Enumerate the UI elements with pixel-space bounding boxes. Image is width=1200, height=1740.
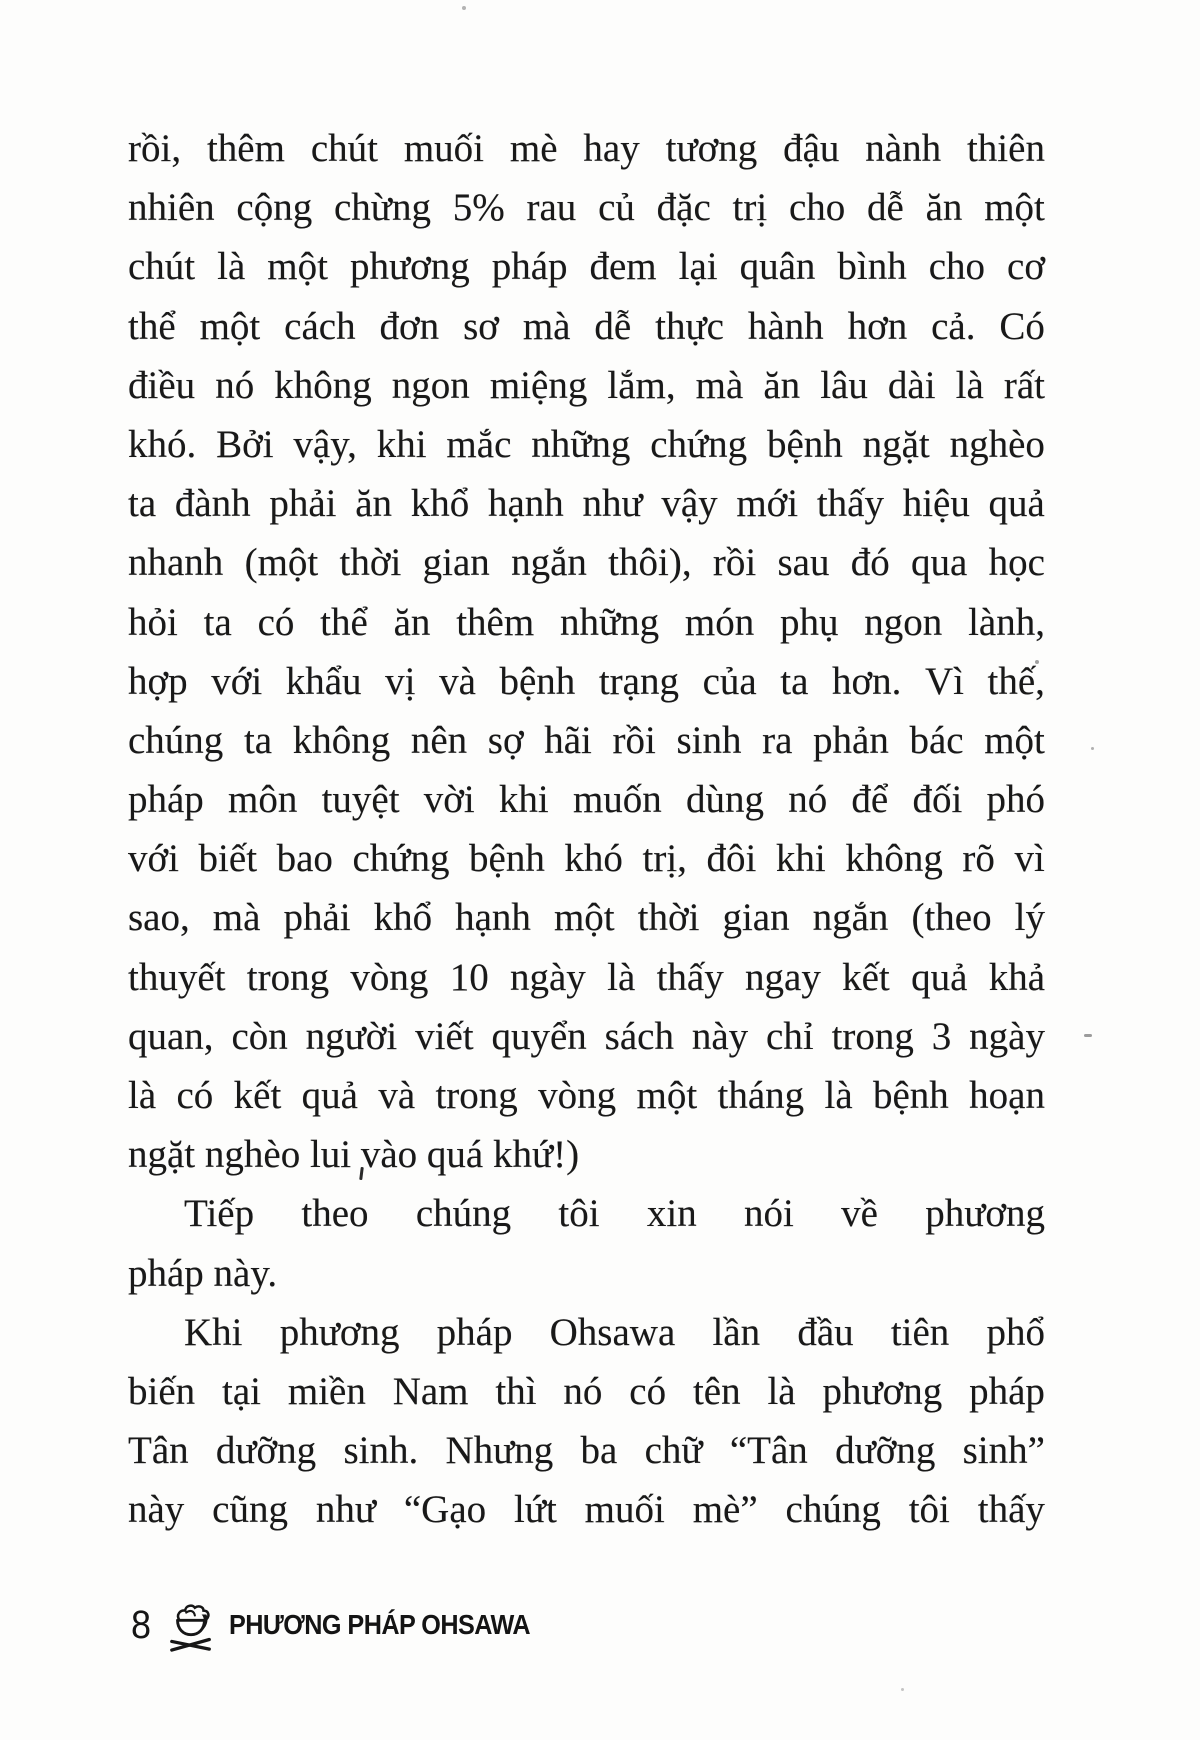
rice-bowl-icon bbox=[166, 1600, 216, 1654]
text-line: chút là một phương pháp đem lại quân bình cho cơ bbox=[128, 245, 1045, 289]
text-line: pháp môn tuyệt vời khi muốn dùng nó để đối phó bbox=[128, 778, 1045, 822]
scan-speck bbox=[1091, 747, 1094, 750]
text-line: pháp này. bbox=[128, 1251, 278, 1295]
text-line: ta đành phải ăn khổ hạnh như vậy mới thấy hiệu quả bbox=[128, 482, 1045, 526]
text-line: với biết bao chứng bệnh khó trị, đôi khi không rõ vì bbox=[128, 837, 1045, 881]
text-line: thể một cách đơn sơ mà dễ thực hành hơn cả. Có bbox=[128, 304, 1045, 348]
text-line: khó. Bởi vậy, khi mắc những chứng bệnh ngặt nghèo bbox=[128, 422, 1045, 466]
footer-book-title: PHƯƠNG PHÁP OHSAWA bbox=[229, 1609, 531, 1640]
text-line: thuyết trong vòng 10 ngày là thấy ngay kết quả khả bbox=[128, 955, 1045, 999]
text-line: là có kết quả và trong vòng một tháng là bệnh hoạn bbox=[128, 1074, 1045, 1117]
text-line: ngặt nghèo lui vào quá khứ!) bbox=[128, 1133, 580, 1177]
body-text bbox=[128, 119, 1045, 1540]
text-line: biến tại miền Nam thì nó có tên là phương pháp bbox=[128, 1369, 1045, 1413]
footer bbox=[131, 1596, 564, 1654]
text-line: Tiếp theo chúng tôi xin nói về phương bbox=[184, 1192, 1045, 1236]
text-line: quan, còn người viết quyển sách này chỉ trong 3 ngày bbox=[128, 1014, 1045, 1058]
text-line: nhanh (một thời gian ngắn thôi), rồi sau đó qua học bbox=[128, 541, 1045, 585]
text-line: hợp với khẩu vị và bệnh trạng của ta hơn. Vì thế, bbox=[128, 659, 1045, 703]
text-line: hỏi ta có thể ăn thêm những món phụ ngon lành, bbox=[128, 600, 1045, 644]
scan-speck bbox=[901, 1688, 904, 1691]
text-line: rồi, thêm chút muối mè hay tương đậu nành thiên bbox=[128, 127, 1045, 170]
scan-speck bbox=[1084, 1034, 1092, 1037]
text-line: điều nó không ngon miệng lắm, mà ăn lâu dài là rất bbox=[128, 363, 1045, 407]
text-line: nhiên cộng chừng 5% rau củ đặc trị cho dễ ăn một bbox=[128, 186, 1045, 230]
text-line: sao, mà phải khổ hạnh một thời gian ngắn (theo lý bbox=[128, 896, 1045, 940]
page-number: 8 bbox=[131, 1603, 152, 1647]
scan-speck bbox=[462, 6, 466, 10]
text-line: Khi phương pháp Ohsawa lần đầu tiên phổ bbox=[184, 1310, 1045, 1354]
text-line: Tân dưỡng sinh. Nhưng ba chữ “Tân dưỡng sinh” bbox=[128, 1429, 1045, 1473]
text-line: này cũng như “Gạo lứt muối mè” chúng tôi thấy bbox=[128, 1488, 1045, 1532]
text-line: chúng ta không nên sợ hãi rồi sinh ra phản bác một bbox=[128, 718, 1045, 762]
